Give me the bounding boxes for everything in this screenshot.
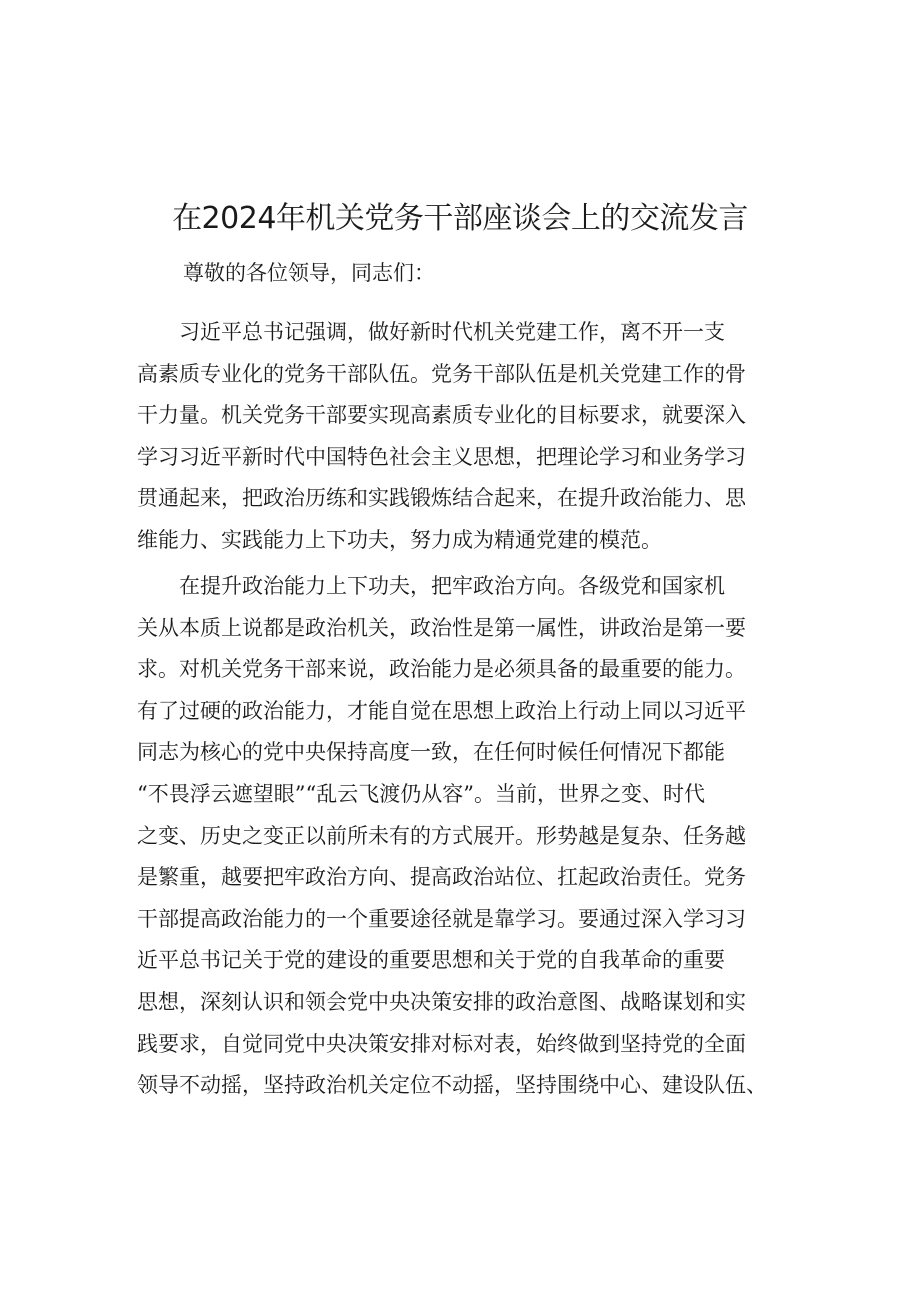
text-line: “不畏浮云遮望眼”“乱云飞渡仍从容”。当前，世界之变、时代 — [137, 781, 705, 806]
paragraph-2 — [137, 566, 797, 1107]
document-title: 在2024年机关党务干部座谈会上的交流发言 — [172, 201, 748, 236]
text-line: 有了过硬的政治能力，才能自觉在思想上政治上行动上同以习近平 — [137, 698, 746, 723]
text-line: 习近平总书记强调，做好新时代机关党建工作，离不开一支 — [137, 320, 725, 344]
text-line: 干部提高政治能力的一个重要途径就是靠学习。要通过深入学习习 — [137, 906, 746, 931]
text-line: 维能力、实践能力上下功夫，努力成为精通党建的模范。 — [137, 527, 662, 552]
greeting: 尊敬的各位领导，同志们： — [183, 261, 435, 285]
text-line: 领导不动摇，坚持政治机关定位不动摇，坚持围绕中心、建设队伍、 — [137, 1073, 767, 1098]
text-line: 在提升政治能力上下功夫，把牢政治方向。各级党和国家机 — [137, 574, 725, 598]
text-line: 贯通起来，把政治历练和实践锻炼结合起来，在提升政治能力、思 — [137, 486, 746, 511]
text-line: 干力量。机关党务干部要实现高素质专业化的目标要求，就要深入 — [137, 403, 746, 428]
text-line: 高素质专业化的党务干部队伍。党务干部队伍是机关党建工作的骨 — [137, 361, 746, 386]
text-line: 思想，深刻认识和领会党中央决策安排的政治意图、战略谋划和实 — [137, 989, 746, 1014]
text-line: 学习习近平新时代中国特色社会主义思想，把理论学习和业务学习 — [137, 444, 746, 469]
paragraph-1 — [137, 312, 797, 562]
text-line: 求。对机关党务干部来说，政治能力是必须具备的最重要的能力。 — [137, 657, 746, 682]
text-line: 近平总书记关于党的建设的重要思想和关于党的自我革命的重要 — [137, 948, 725, 973]
text-line: 之变、历史之变正以前所未有的方式展开。形势越是复杂、任务越 — [137, 823, 746, 848]
text-line: 践要求，自觉同党中央决策安排对标对表，始终做到坚持党的全面 — [137, 1031, 746, 1056]
text-line: 是繁重，越要把牢政治方向、提高政治站位、扛起政治责任。党务 — [137, 865, 746, 890]
text-line: 关从本质上说都是政治机关，政治性是第一属性，讲政治是第一要 — [137, 615, 746, 640]
text-line: 同志为核心的党中央保持高度一致，在任何时候任何情况下都能 — [137, 740, 725, 765]
